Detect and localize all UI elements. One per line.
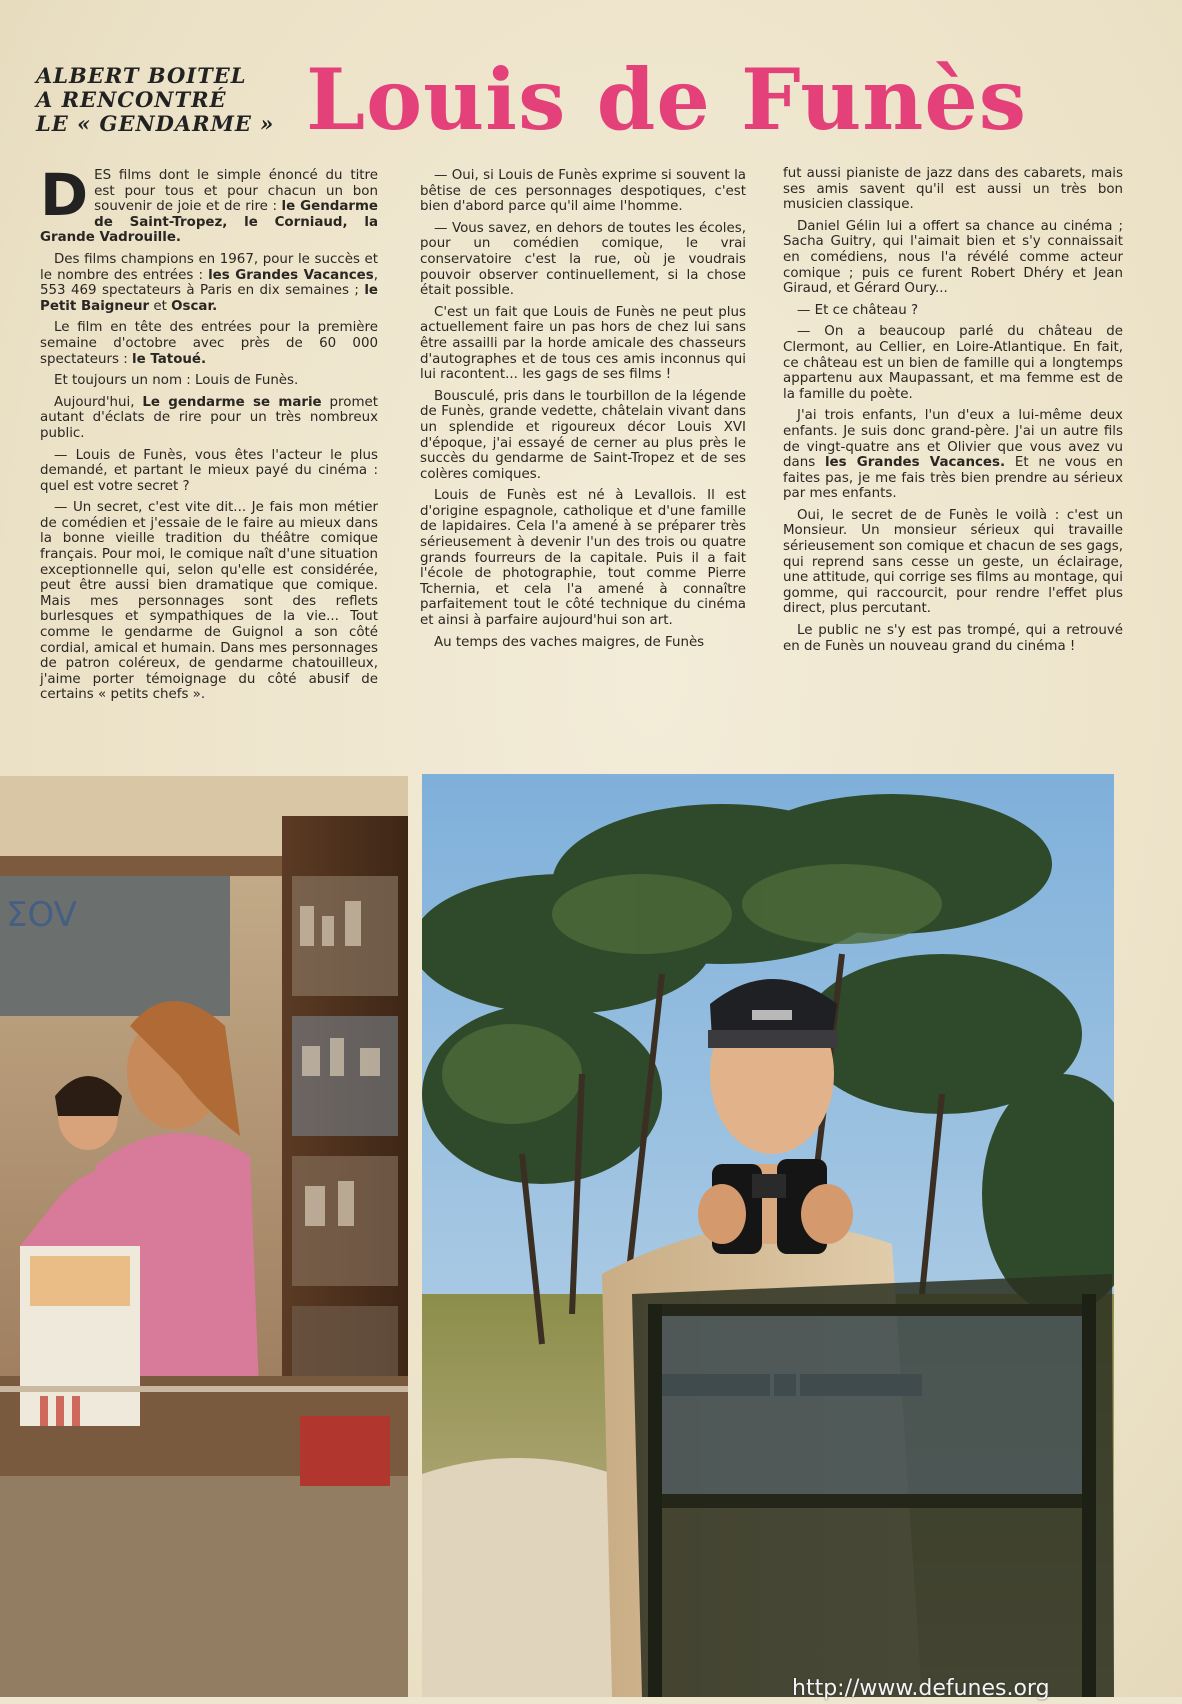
article-paragraph: Oui, le secret de de Funès le voilà : c'est un Monsieur. Un monsieur sérieux qui travaille sérieusement son comique et chacun de ses gags, qui reprend sans cesse un geste, un éclairage, une attitude, qui corrige ses films au montage, qui gomme, qui raccourcit, pour rendre l'effet plus direct, plus percutant.: [783, 507, 1123, 617]
article-paragraph: J'ai trois enfants, l'un d'eux a lui-même deux enfants. Je suis donc grand-père. J'ai un autre fils de vingt-quatre ans et Olivier que vous avez vu dans les Grandes Vacances. Et ne vous en faites pas, je me fais très bien prendre au sérieux par mes enfants.: [783, 408, 1123, 502]
column-2-body: [420, 168, 746, 650]
article-title: Louis de Funès: [306, 50, 1028, 149]
article-paragraph: — Et ce château ?: [797, 302, 919, 318]
shop-scene-photo: [0, 776, 408, 1697]
column-3-body: [783, 166, 1123, 654]
article-paragraph: Louis de Funès est né à Levallois. Il est d'origine espagnole, catholique et d'une famille de lapidaires. Cela l'a amené à se préparer très sérieusement à devenir l'un des trois ou quatre grands fourreurs de la capitale. Puis il a fait l'école de photographie, tout comme Pierre Tchernia, et cela l'a amené à connaître parfaitement tout le côté technique du cinéma et ainsi à parfaire aujourd'hui son art.: [420, 488, 746, 629]
article-paragraph: — Un secret, c'est vite dit... Je fais mon métier de comédien et j'essaie de le faire au mieux dans la bonne vieille tradition du théâtre comique français. Pour moi, le comique naît d'une situation exceptionnelle qui, selon qu'elle est considérée, peut être aussi bien dramatique que comique. Mais mes personnages sont des reflets burlesques et sympathiques de la vie... Tout comme le gendarme de Guignol a son côté cordial, amical et humain. Dans mes personnages de patron coléreux, de gendarme chatouilleux, j'aime porter témoignage du côté abusif de certains « petits chefs ».: [40, 500, 378, 703]
article-paragraph: — Vous savez, en dehors de toutes les écoles, pour un comédien comique, le vrai conservatoire c'est la rue, où je voudrais pouvoir observer continuellement, si la chose était possible.: [420, 220, 746, 299]
drop-cap: D: [40, 161, 89, 229]
gendarme-binoculars-photo: [422, 774, 1114, 1697]
article-paragraph: Daniel Gélin lui a offert sa chance au cinéma ; Sacha Guitry, qui l'aimait bien et s'y connaissait en comédiens, nous l'a révélé comme acteur comique ; puis ce furent Robert Dhéry et Jean Giraud, et Gérard Oury...: [783, 218, 1123, 297]
article-paragraph: Aujourd'hui, Le gendarme se marie promet autant d'éclats de rire pour un très nombreux public.: [40, 394, 378, 441]
byline-kicker: [36, 64, 276, 136]
article-column-1: [40, 161, 379, 709]
article-column-3: [783, 166, 1123, 660]
article-column-2: [420, 168, 746, 656]
column-1-body: [40, 161, 379, 703]
article-paragraph: fut aussi pianiste de jazz dans des cabarets, mais ses amis savent qu'il est aussi un très bon musicien classique.: [783, 166, 1123, 213]
article-paragraph: Au temps des vaches maigres, de Funès: [434, 634, 705, 650]
svg-text:ΣOV: ΣOV: [6, 895, 77, 935]
article-paragraph: Et toujours un nom : Louis de Funès.: [54, 373, 299, 389]
article-paragraph: — Louis de Funès, vous êtes l'acteur le plus demandé, et partant le mieux payé du cinéma : quel est votre secret ?: [40, 447, 378, 494]
article-paragraph: C'est un fait que Louis de Funès ne peut plus actuellement faire un pas hors de chez lui sans être assailli par la horde amicale des chasseurs d'autographes et de tous ces amis inconnus qui lui racontent... les gags de ses films !: [420, 304, 746, 383]
article-paragraph: Le public ne s'y est pas trompé, qui a retrouvé en de Funès un nouveau grand du cinéma !: [783, 623, 1123, 654]
website-watermark: http://www.defunes.org: [792, 1676, 1050, 1701]
kicker-line: A RENCONTRÉ: [36, 87, 227, 112]
article-paragraph: Le film en tête des entrées pour la première semaine d'octobre avec près de 60 000 spectateurs : le Tatoué.: [40, 320, 378, 367]
article-paragraph: Des films champions en 1967, pour le succès et le nombre des entrées : les Grandes Vacances, 553 469 spectateurs à Paris en dix semaines ; le Petit Baigneur et Oscar.: [40, 251, 378, 314]
article-paragraph: ES films dont le simple énoncé du titre est pour tous et pour chacun un bon souvenir de joie et de rire : le Gendarme de Saint-Tropez, le Corniaud, la Grande Vadrouille.: [40, 168, 379, 246]
article-paragraph: — Oui, si Louis de Funès exprime si souvent la bêtise de ces personnages despotiques, c'est bien d'abord parce qu'il aime l'homme.: [420, 168, 746, 215]
kicker-line: ALBERT BOITEL: [36, 63, 247, 88]
article-paragraph: Bousculé, pris dans le tourbillon de la légende de Funès, grande vedette, châtelain vivant dans un splendide et rigoureux décor Louis XVI d'époque, j'ai essayé de cerner au plus près le succès du gendarme de Saint-Tropez et de ses colères comiques.: [420, 388, 746, 482]
kicker-line: LE « GENDARME »: [36, 111, 275, 136]
article-paragraph: — On a beaucoup parlé du château de Clermont, au Cellier, en Loire-Atlantique. En fait, ce château est un bien de famille qui a longtemps appartenu aux Maupassant, et ma femme est de la famille du poète.: [783, 324, 1123, 402]
